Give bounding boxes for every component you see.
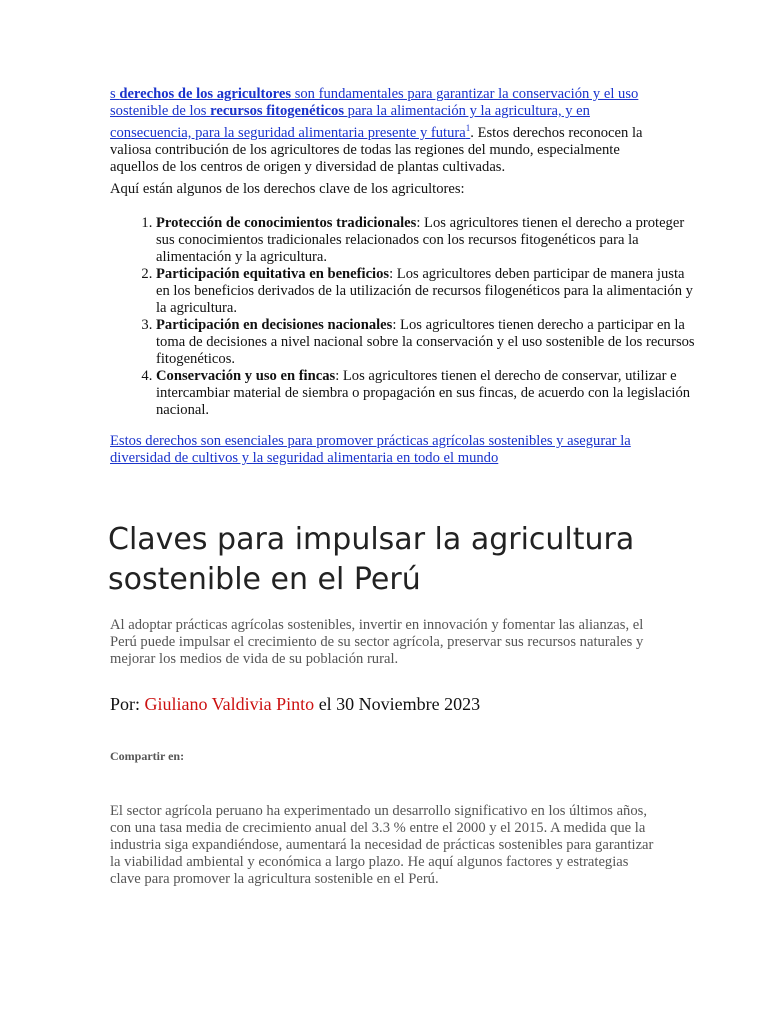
article-summary: Al adoptar prácticas agrícolas sostenibles, invertir en innovación y fomentar las alianzas, el Perú puede impulsar el crecimiento de su sector agrícola, preservar sus recursos naturales y mejorar los medios de vida de su población rural. (110, 617, 644, 667)
phytogenetic-resources-term: recursos fitogenéticos (210, 103, 344, 119)
intro-rest: . Estos derechos reconocen la valiosa contribución de los agricultores de todas las regiones del mundo, especialmente aquellos de los centros de origen y diversidad de plantas cultivadas. (110, 124, 643, 175)
article-date: el 30 Noviembre 2023 (314, 694, 481, 714)
rights-list-item (156, 215, 701, 266)
rights-list (110, 215, 701, 419)
rights-list-item (156, 368, 701, 419)
rights-lead: Aquí están algunos de los derechos clave de los agricultores: (110, 181, 465, 197)
author-link[interactable]: Giuliano Valdivia Pinto (144, 694, 315, 714)
right-text: : Los agricultores tienen el derecho de conservar, utilizar e intercambiar material de siembra o propagación en sus fincas, de acuerdo con la legislación nacional. (156, 368, 691, 418)
right-title: Participación en decisiones nacionales (156, 317, 393, 333)
right-title: Protección de conocimientos tradicionales (156, 215, 417, 231)
right-text: : Los agricultores tienen el derecho a proteger sus conocimientos tradicionales relacionados con los recursos fitogenéticos para la alimentación y la agricultura. (156, 215, 685, 265)
right-text: : Los agricultores tienen derecho a participar en la toma de decisiones a nivel nacional sobre la conservación y el uso sostenible de los recursos fitogenéticos. (156, 317, 695, 367)
rights-list-item (156, 266, 701, 317)
right-title: Participación equitativa en beneficios (156, 266, 390, 282)
footnote-marker[interactable]: 1 (465, 123, 471, 133)
right-text: : Los agricultores deben participar de manera justa en los beneficios derivados de la utilización de recursos filogenéticos para la alimentación y la agricultura. (156, 266, 693, 316)
article-body-paragraph: El sector agrícola peruano ha experimentado un desarrollo significativo en los últimos años, con una tasa media de crecimiento anual del 3.3 % entre el 2000 y el 2015. A medida que la industria siga expandiéndose, aumentará la necesidad de prácticas sostenibles para garantizar la viabilidad ambiental y económica a largo plazo. He aquí algunos factores y estrategias clave para promover la agricultura sostenible en el Perú. (110, 803, 654, 887)
intro-link-text-2: para la alimentación y la agricultura, y en consecuencia, para la seguridad alimentaria presente y futura (110, 103, 590, 141)
article-title: Claves para impulsar la agricultura sostenible en el Perú (108, 522, 635, 597)
closing-paragraph (110, 433, 655, 467)
closing-link[interactable]: Estos derechos son esenciales para promover prácticas agrícolas sostenibles y asegurar la diversidad de cultivos y la seguridad alimentaria en todo el mundo (110, 433, 631, 466)
byline (110, 693, 480, 715)
rights-list-item (156, 317, 701, 368)
share-label: Compartir en: (110, 749, 185, 763)
intro-paragraph (110, 86, 655, 176)
intro-lead-fragment: s (110, 86, 120, 102)
farmers-rights-term: derechos de los agricultores (119, 86, 292, 102)
byline-label: Por: (110, 694, 145, 714)
intro-link-text-1: son fundamentales para garantizar la conservación y el uso sostenible de los (110, 86, 639, 119)
right-title: Conservación y uso en fincas (156, 368, 336, 384)
